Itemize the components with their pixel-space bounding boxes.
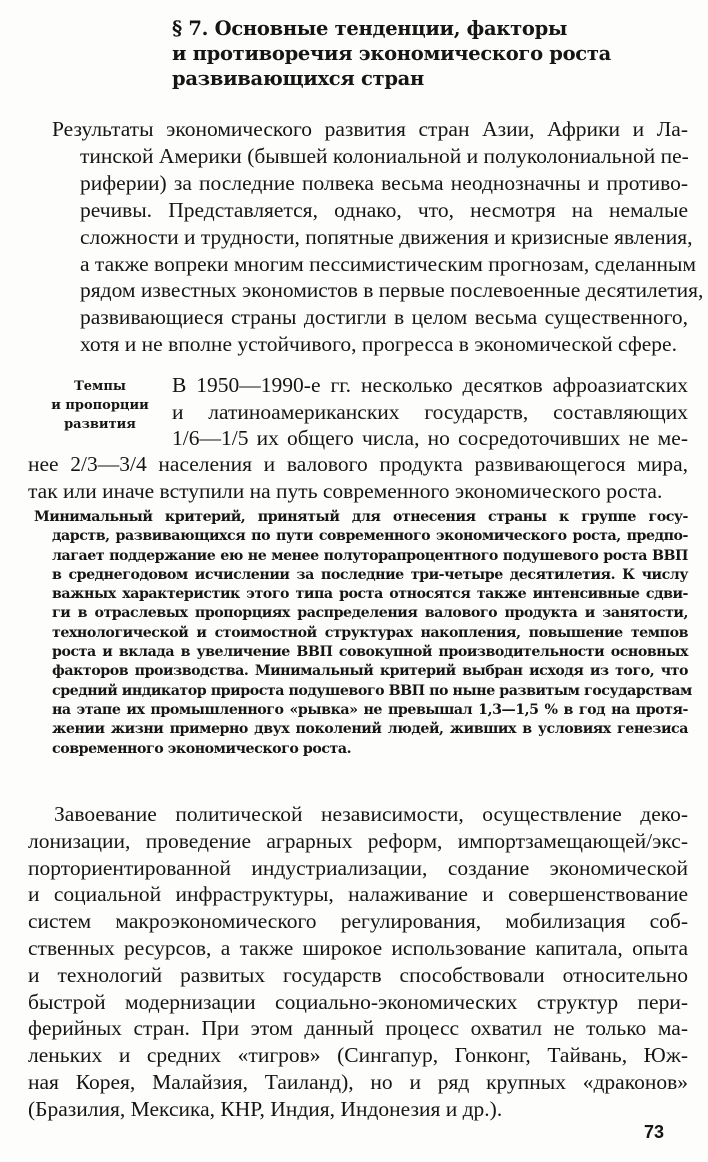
margin-label-line: и пропорции [51,398,149,413]
margin-label-line: развития [64,417,136,432]
note-line: технологической и стоимостной структурах накопления, повышение темпов [52,624,688,641]
heading-line: § 7. Основные тенденции, факторы [172,17,568,40]
growth-line: нее 2/3—3/4 населения и валового продукта развивающегося мира, [28,452,688,476]
intro-line: Результаты экономического развития стран Азии, Африки и Ла- [52,117,688,141]
heading-line: и противоречия экономического роста [172,42,612,65]
intro-line: рядом известных экономистов в первые послевоенные десятилетия, [80,278,704,303]
intro-line: хотя и не вполне устойчивого, прогресса в экономической сфере. [80,332,677,357]
modernization-line: ственных ресурсов, а также широкое использование капитала, опыта [28,935,688,960]
section-heading [172,16,652,91]
growth-paragraph-top [172,372,688,452]
modernization-line: ная Корея, Малайзия, Таиланд), но и ряд крупных «драконов» [28,1069,688,1094]
modernization-line: быстрой модернизации социально-экономических структур пери- [28,989,688,1014]
modernization-line: леньких и средних «тигров» (Сингапур, Гонконг, Тайвань, Юж- [28,1043,688,1068]
growth-line: так или иначе вступили на путь современного экономического роста. [28,478,663,503]
note-line: Минимальный критерий, принятый для отнесения страны к группе госу- [34,509,688,525]
note-line: дарств, развивающихся по пути современного экономического роста, предпо- [52,528,688,545]
note-paragraph [28,508,692,759]
modernization-line: порториентированной индустриализации, создание экономической [28,855,688,880]
growth-line: В 1950—1990-е гг. несколько десятков афроазиатских [172,373,688,397]
note-line: роста и вклада в увеличение ВВП совокупной производительности основных [52,644,688,661]
intro-line: речивы. Представляется, однако, что, несмотря на немалые [80,197,688,222]
intro-paragraph [28,116,704,358]
modernization-paragraph [28,801,688,1123]
intro-line: а также вопреки многим пессимистическим прогнозам, сделанным [80,251,697,276]
note-line: средний индикатор прироста подушевого ВВП по ныне развитым государствам [52,682,692,699]
growth-paragraph-bottom [28,451,688,504]
note-line: ги в отраслевых пропорциях распределения валового продукта и занятости, [52,605,688,622]
growth-line: 1/6—1/5 их общего числа, но сосредоточивших не ме- [172,426,688,451]
intro-line: сложности и трудности, попятные движения и кризисные явления, [80,224,693,249]
note-line: жении жизни примерно двух поколений людей, живших в условиях генезиса [52,721,688,738]
heading-line: развивающихся стран [172,67,424,90]
margin-label-line: Темпы [74,379,126,394]
note-line: факторов производства. Минимальный критерий выбран исходя из того, что [52,663,688,680]
note-line: современного экономического роста. [52,740,352,757]
note-line: лагает поддержание ею не менее полуторапроцентного подушевого роста ВВП [52,547,688,564]
note-line: в среднегодовом исчислении за последние три-четыре десятилетия. К числу [52,566,688,583]
growth-line: и латиноамериканских государств, составляющих [172,399,688,424]
margin-label [40,377,160,434]
modernization-line: лонизации, проведение аграрных реформ, импортзамещающей/экс- [28,828,688,853]
modernization-line: Завоевание политической независимости, осуществление деко- [54,802,688,826]
modernization-line: и социальной инфраструктуры, налаживание и совершенствование [28,882,688,907]
intro-line: риферии) за последние полвека весьма неоднозначны и противо- [80,170,688,195]
page-number: 73 [644,1122,665,1142]
modernization-line: (Бразилия, Мексика, КНР, Индия, Индонезия и др.). [28,1096,503,1121]
note-line: важных характеристик этого типа роста относятся также интенсивные сдви- [52,586,688,603]
intro-line: развивающиеся страны достигли в целом весьма существенного, [80,305,688,330]
modernization-line: систем макроэкономического регулирования, мобилизация соб- [28,909,688,934]
modernization-line: и технологий развитых государств способствовали относительно [28,962,688,987]
note-line: на этапе их промышленного «рывка» не превышал 1,3—1,5 % в год на протя- [52,701,688,718]
modernization-line: ферийных стран. При этом данный процесс охватил не только ма- [28,1016,688,1041]
intro-line: тинской Америки (бывшей колониальной и полуколониальной пе- [80,143,689,168]
